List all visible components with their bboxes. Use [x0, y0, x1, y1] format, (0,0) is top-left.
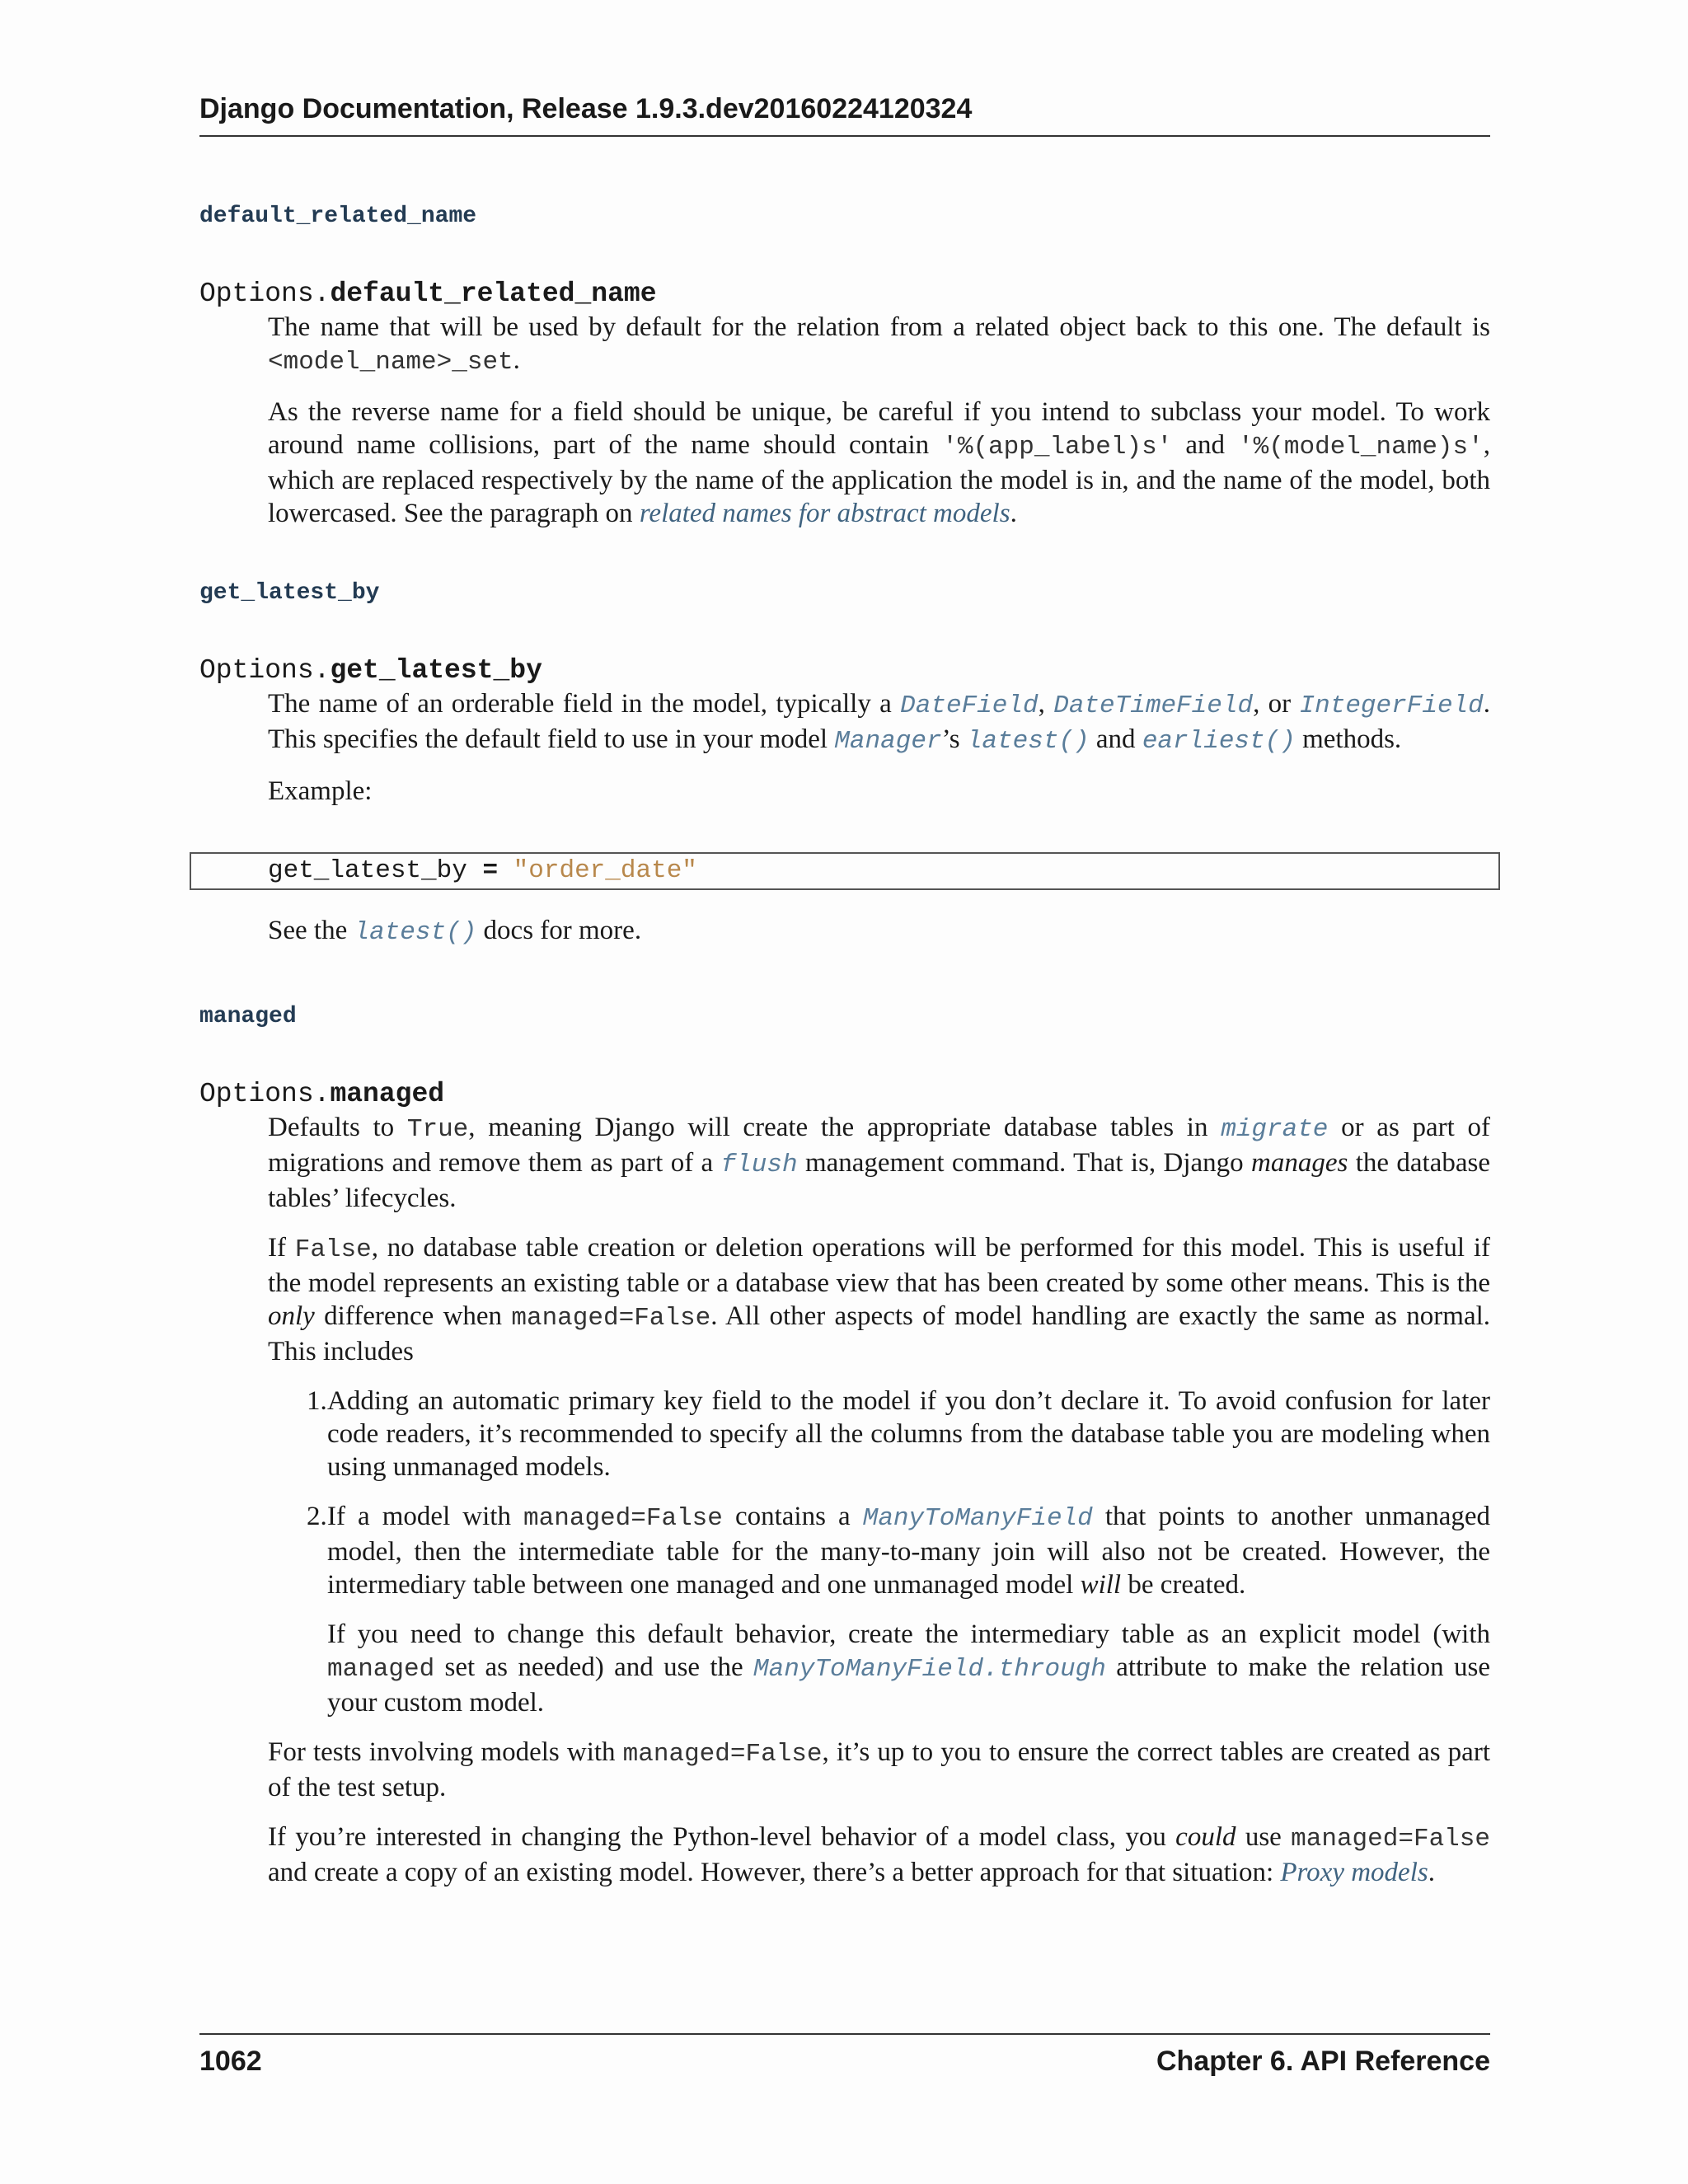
code-string: "order_date"	[513, 856, 697, 885]
text: , or	[1253, 689, 1300, 719]
code-block	[190, 852, 1500, 890]
inline-code: '%(app_label)s'	[942, 433, 1173, 462]
paragraph	[268, 311, 1490, 379]
paragraph	[268, 914, 1490, 949]
paragraph	[268, 1231, 1490, 1368]
text: management command. That is, Django	[797, 1148, 1252, 1178]
text: ,	[1038, 689, 1054, 719]
earliest-link[interactable]: earliest()	[1142, 727, 1296, 756]
page-number: 1062	[199, 2046, 262, 2077]
running-footer	[199, 2033, 1490, 2078]
text: , no database table creation or deletion operations will be performed for this model. This is useful if the model represents an existing table or a database view that has been created by some other means. This is the	[268, 1233, 1490, 1298]
manager-link[interactable]: Manager	[834, 727, 942, 756]
sig-name: managed	[330, 1079, 445, 1109]
list-number: 2.	[307, 1502, 327, 1531]
paragraph	[268, 1821, 1490, 1889]
text: . This specifies the default field to use in your model	[268, 689, 1491, 754]
sig-prefix: Options.	[199, 655, 331, 686]
signature-default-related-name	[199, 279, 657, 309]
proxy-models-link[interactable]: Proxy models	[1280, 1858, 1428, 1887]
text: If you’re interested in changing the Python-level behavior of a model class, you	[268, 1822, 1176, 1852]
emphasis: manages	[1251, 1148, 1348, 1178]
inline-code: True	[406, 1115, 469, 1144]
text: be created.	[1121, 1570, 1246, 1600]
sig-name: default_related_name	[330, 279, 657, 309]
list-number: 1.	[307, 1386, 327, 1416]
signature-get-latest-by	[199, 655, 542, 686]
text: use	[1236, 1822, 1292, 1852]
text: If a model with	[327, 1502, 524, 1531]
inline-code: <model_name>_set	[268, 348, 513, 377]
section-heading-default-related-name[interactable]: default_related_name	[199, 204, 477, 229]
text: attribute to make the relation use your custom model.	[327, 1652, 1490, 1718]
flush-link[interactable]: flush	[720, 1151, 798, 1179]
emphasis: could	[1175, 1822, 1236, 1852]
chapter-title: Chapter 6. API Reference	[1156, 2046, 1490, 2077]
text: .	[1010, 499, 1017, 528]
inline-code: False	[294, 1235, 372, 1264]
inline-code: managed=False	[511, 1304, 711, 1333]
text: Defaults to	[268, 1113, 407, 1142]
inline-code: managed=False	[523, 1504, 723, 1533]
text: that points to another unmanaged model, then the intermediate table for the many-to-many join will also not be created. However, the intermediary table between one managed and one unmanaged model	[327, 1502, 1490, 1600]
paragraph	[327, 1500, 1490, 1601]
text: See the	[268, 916, 354, 945]
text: . All other aspects of model handling are exactly the same as normal. This includes	[268, 1301, 1491, 1366]
text: If	[268, 1233, 295, 1263]
integerfield-link[interactable]: IntegerField	[1299, 691, 1484, 720]
text: .	[1428, 1858, 1435, 1887]
inline-code: managed=False	[622, 1740, 823, 1769]
text: The name of an orderable field in the model, typically a	[268, 689, 901, 719]
text: The name that will be used by default for the relation from a related object back to this one. The default is	[268, 312, 1490, 342]
emphasis: will	[1080, 1570, 1122, 1600]
code-operator: =	[482, 856, 499, 885]
inline-code: managed=False	[1291, 1825, 1490, 1854]
paragraph	[327, 1618, 1490, 1719]
datefield-link[interactable]: DateField	[900, 691, 1039, 720]
code-variable: get_latest_by	[268, 856, 467, 885]
datetimefield-link[interactable]: DateTimeField	[1053, 691, 1254, 720]
text: For tests involving models with	[268, 1737, 623, 1767]
text: , it’s up to you to ensure the correct tables are created as part of the test setup.	[268, 1737, 1490, 1802]
list-item	[268, 1500, 1490, 1719]
sig-prefix: Options.	[199, 279, 331, 309]
text: If you need to change this default behavior, create the intermediary table as an explicit model (with	[327, 1619, 1490, 1649]
text: , which are replaced respectively by the name of the application the model is in, and the name of the model, both lowercased. See the paragraph on	[268, 430, 1490, 528]
text: methods.	[1295, 724, 1402, 754]
text: and	[1172, 430, 1239, 460]
latest-docs-link[interactable]: latest()	[354, 918, 477, 947]
signature-managed	[199, 1079, 444, 1109]
inline-code: managed	[327, 1655, 435, 1684]
manytomanyfield-through-link[interactable]: ManyToManyField.through	[753, 1655, 1106, 1684]
section-heading-get-latest-by[interactable]: get_latest_by	[199, 580, 380, 606]
numbered-list	[268, 1385, 1490, 1719]
running-header: Django Documentation, Release 1.9.3.dev20160224120324	[199, 92, 1490, 137]
paragraph	[268, 1111, 1490, 1215]
text: and create a copy of an existing model. However, there’s a better approach for that situation:	[268, 1858, 1281, 1887]
text: contains a	[722, 1502, 863, 1531]
text: ’s	[941, 724, 967, 754]
text: docs for more.	[476, 916, 642, 945]
paragraph	[268, 687, 1490, 758]
description-get-latest-by	[268, 687, 1490, 824]
paragraph	[268, 396, 1490, 530]
text: and	[1089, 724, 1142, 754]
sig-prefix: Options.	[199, 1079, 331, 1109]
list-item-text: Adding an automatic primary key field to the model if you don’t declare it. To avoid confusion for later code readers, it’s recommended to specify all the columns from the database table you are modeling when using unmanaged models.	[327, 1386, 1490, 1482]
migrate-link[interactable]: migrate	[1221, 1115, 1329, 1144]
latest-link[interactable]: latest()	[966, 727, 1090, 756]
text: As the reverse name for a field should be unique, be careful if you intend to subclass your model. To work around name collisions, part of the name should contain	[268, 397, 1490, 460]
text: set as needed) and use the	[434, 1652, 754, 1682]
list-item	[268, 1385, 1490, 1483]
text: difference when	[314, 1301, 512, 1331]
manytomanyfield-link[interactable]: ManyToManyField	[862, 1504, 1093, 1533]
see-also-get-latest-by	[268, 914, 1490, 966]
text: or as part of migrations and remove them as part of a	[268, 1113, 1490, 1178]
text: .	[513, 345, 520, 375]
emphasis: only	[268, 1301, 315, 1331]
related-names-link[interactable]: related names for abstract models	[639, 499, 1010, 528]
example-label: Example:	[268, 776, 373, 806]
paragraph	[268, 1736, 1490, 1804]
description-managed	[268, 1111, 1490, 1905]
inline-code: '%(model_name)s'	[1238, 433, 1484, 462]
section-heading-managed[interactable]: managed	[199, 1004, 297, 1029]
text: the database tables’ lifecycles.	[268, 1148, 1490, 1213]
text: , meaning Django will create the appropriate database tables in	[468, 1113, 1221, 1142]
description-default-related-name	[268, 311, 1490, 546]
sig-name: get_latest_by	[330, 655, 542, 686]
